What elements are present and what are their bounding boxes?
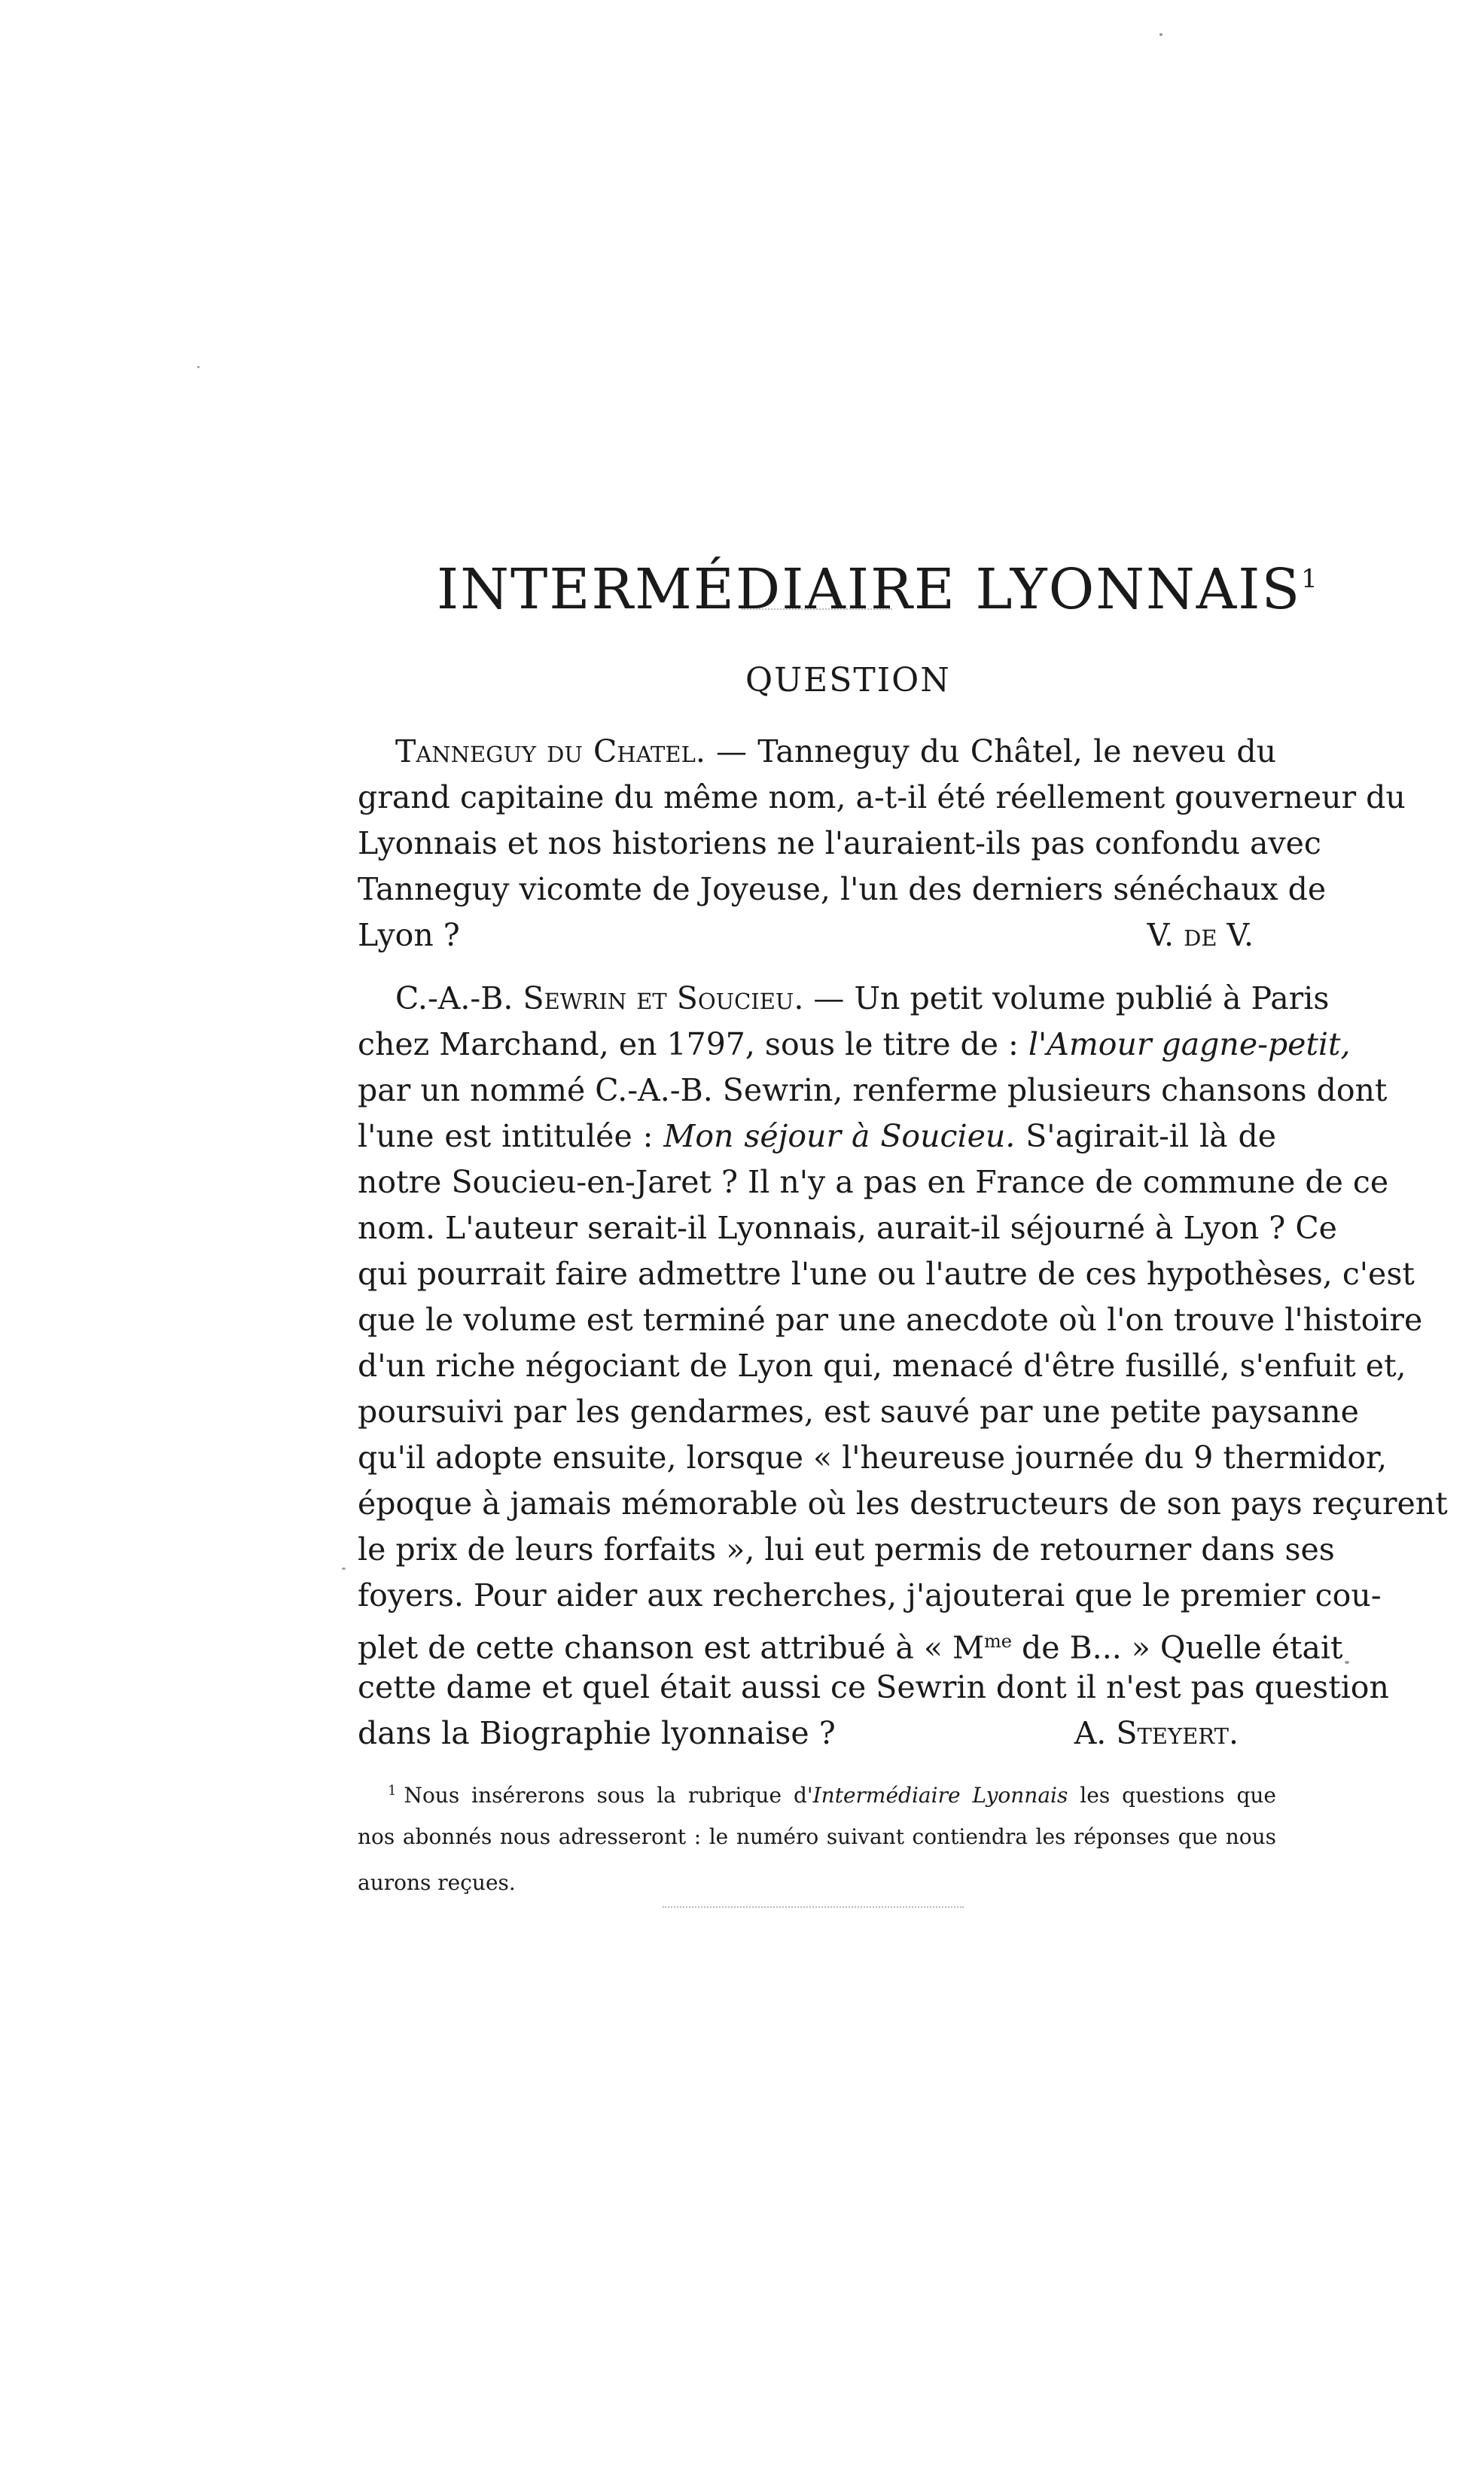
footnote-italic: Intermédiaire Lyonnais bbox=[812, 1783, 1068, 1808]
song-title: Mon séjour à Soucieu. bbox=[663, 1118, 1016, 1154]
title-divider bbox=[742, 608, 892, 610]
entry-line: par un nommé C.-A.-B. Sewrin, renferme plusieurs chansons dont bbox=[358, 1072, 1388, 1108]
entry-line: cette dame et quel était aussi ce Sewrin dont il n'est pas question bbox=[358, 1669, 1389, 1705]
speck bbox=[342, 1568, 346, 1570]
entry-sewrin bbox=[358, 976, 1448, 1757]
entry-line: le prix de leurs forfaits », lui eut permis de retourner dans ses bbox=[358, 1531, 1335, 1568]
page-title bbox=[437, 556, 1319, 622]
entry-text: plet de cette chanson est attribué à « M bbox=[358, 1629, 984, 1666]
entry-text: S'agirait-il là de bbox=[1015, 1118, 1276, 1154]
entry-heading: C.-A.-B. Sewrin et Soucieu. bbox=[395, 980, 804, 1016]
entry-line: nom. L'auteur serait-il Lyonnais, aurait-il séjourné à Lyon ? Ce bbox=[358, 1210, 1337, 1246]
entry-line: qui pourrait faire admettre l'une ou l'autre de ces hypothèses, c'est bbox=[358, 1256, 1415, 1292]
entry-line bbox=[358, 1619, 1343, 1666]
entry-text: chez Marchand, en 1797, sous le titre de : bbox=[358, 1026, 1028, 1062]
footnote-marker: 1 bbox=[388, 1783, 397, 1799]
entry-heading: Tanneguy du Chatel. bbox=[395, 733, 705, 769]
entry-text: dans la Biographie lyonnaise ? bbox=[358, 1715, 836, 1751]
entry-line: foyers. Pour aider aux recherches, j'ajouterai que le premier cou- bbox=[358, 1577, 1382, 1613]
entry-line bbox=[358, 1022, 1351, 1068]
section-heading: QUESTION bbox=[745, 661, 951, 699]
footnote-text: Nous insérerons sous la rubrique d' bbox=[404, 1783, 813, 1808]
entry-line bbox=[358, 729, 1276, 775]
page-title-text: INTERMÉDIAIRE LYONNAIS bbox=[437, 556, 1302, 622]
signature: V. de V. bbox=[1147, 917, 1254, 953]
footnote-text: les questions que bbox=[1068, 1783, 1276, 1808]
entry-tanneguy bbox=[358, 729, 1406, 958]
entry-line: Tanneguy vicomte de Joyeuse, l'un des derniers sénéchaux de bbox=[358, 871, 1327, 907]
entry-line: poursuivi par les gendarmes, est sauvé par une petite paysanne bbox=[358, 1394, 1359, 1430]
entry-line: qu'il adopte ensuite, lorsque « l'heureuse journée du 9 thermidor, bbox=[358, 1440, 1388, 1476]
entry-text: l'une est intitulée : bbox=[358, 1118, 664, 1154]
entry-text: — Un petit volume publié à Paris bbox=[803, 980, 1330, 1016]
entry-line bbox=[358, 976, 1330, 1022]
signature: A. Steyert. bbox=[1074, 1715, 1239, 1751]
footnote-line bbox=[358, 1775, 1276, 1821]
entry-text: — Tanneguy du Châtel, le neveu du bbox=[705, 733, 1276, 769]
footnote-line: aurons reçues. bbox=[358, 1870, 516, 1895]
entry-line: d'un riche négociant de Lyon qui, menacé d'être fusillé, s'enfuit et, bbox=[358, 1348, 1406, 1384]
entry-line: que le volume est terminé par une anecdote où l'on trouve l'histoire bbox=[358, 1302, 1423, 1338]
book-title: l'Amour gagne-petit, bbox=[1028, 1026, 1351, 1062]
entry-line: notre Soucieu-en-Jaret ? Il n'y a pas en France de commune de ce bbox=[358, 1164, 1389, 1200]
title-footnote-marker: 1 bbox=[1301, 563, 1319, 594]
entry-text: de B... » Quelle était bbox=[1011, 1629, 1343, 1666]
entry-line bbox=[358, 1114, 1276, 1159]
speck bbox=[197, 366, 200, 368]
entry-line: Lyonnais et nos historiens ne l'auraient-ils pas confondu avec bbox=[358, 825, 1321, 861]
end-divider bbox=[663, 1906, 964, 1908]
superscript: me bbox=[983, 1631, 1012, 1652]
footnote bbox=[358, 1775, 1276, 1913]
entry-line: grand capitaine du même nom, a-t-il été réellement gouverneur du bbox=[358, 779, 1406, 815]
speck bbox=[1159, 33, 1163, 36]
speck bbox=[1345, 1661, 1349, 1664]
footnote-line: nos abonnés nous adresseront : le numéro suivant contiendra les réponses que nous bbox=[358, 1824, 1276, 1849]
entry-line bbox=[358, 1711, 1276, 1757]
entry-line: époque à jamais mémorable où les destructeurs de son pays reçurent bbox=[358, 1485, 1448, 1522]
entry-text: Lyon ? bbox=[358, 917, 460, 953]
entry-line bbox=[358, 913, 1276, 958]
